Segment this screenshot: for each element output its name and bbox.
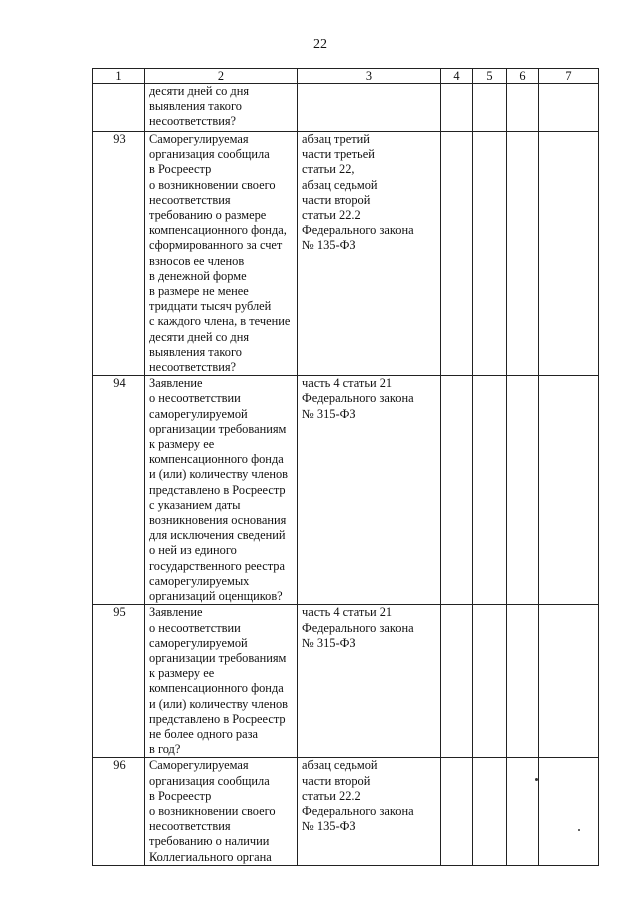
question-line: с указанием даты: [149, 497, 241, 512]
question-line: организация сообщила: [149, 147, 270, 162]
question-line: организаций оценщиков?: [149, 589, 283, 604]
reference-line: части второй: [302, 192, 371, 207]
legal-reference-cell: [298, 758, 441, 865]
question-line: требованию о наличии: [149, 834, 270, 849]
question-line: Саморегулируемая: [149, 132, 249, 146]
question-line: представлено в Росреестр: [149, 482, 286, 497]
empty-answer-cell: [507, 376, 539, 605]
empty-answer-cell: [507, 758, 539, 865]
empty-answer-cell: [441, 132, 473, 376]
column-header: 1: [93, 69, 145, 84]
question-line: компенсационного фонда,: [149, 223, 287, 238]
reference-line: № 135-ФЗ: [302, 819, 356, 834]
empty-answer-cell: [539, 84, 599, 132]
question-line: о ней из единого: [149, 543, 237, 558]
reference-line: Федерального закона: [302, 620, 414, 635]
reference-line: статьи 22.2: [302, 208, 361, 223]
question-line: о несоответствии: [149, 391, 241, 406]
empty-answer-cell: [473, 605, 507, 758]
empty-answer-cell: [507, 605, 539, 758]
scan-speck: [535, 778, 538, 781]
question-cell: [145, 84, 298, 132]
page-number: 22: [313, 37, 327, 52]
empty-answer-cell: [441, 376, 473, 605]
question-line: и (или) количеству членов: [149, 467, 289, 482]
column-header: 3: [298, 69, 441, 84]
question-line: выявления такого: [149, 344, 242, 359]
reference-line: статьи 22,: [302, 162, 355, 177]
row-number: 94: [93, 376, 145, 605]
table-row: [93, 376, 599, 605]
question-line: сформированного за счет: [149, 238, 283, 253]
legal-reference-cell: [298, 132, 441, 376]
question-line: компенсационного фонда: [149, 452, 284, 467]
table-row: [93, 132, 599, 376]
question-line: к размеру ее: [149, 437, 215, 452]
empty-answer-cell: [473, 84, 507, 132]
reference-line: часть 4 статьи 21: [302, 605, 393, 620]
reference-line: часть 4 статьи 21: [302, 376, 393, 391]
column-header: 5: [473, 69, 507, 84]
legal-reference-cell: [298, 376, 441, 605]
question-line: в Росреестр: [149, 788, 212, 803]
question-line: компенсационного фонда: [149, 681, 284, 696]
question-line: возникновения основания: [149, 513, 287, 528]
question-line: требованию о размере: [149, 208, 267, 223]
table-row: [93, 605, 599, 758]
reference-line: Федерального закона: [302, 391, 414, 406]
row-number: 96: [93, 758, 145, 865]
question-line: о возникновении своего: [149, 177, 276, 192]
reference-line: Федерального закона: [302, 223, 414, 238]
reference-line: № 315-ФЗ: [302, 635, 356, 650]
question-line: представлено в Росреестр: [149, 711, 286, 726]
row-number: 95: [93, 605, 145, 758]
checklist-table: [92, 68, 599, 866]
question-line: в денежной форме: [149, 268, 247, 283]
question-line: и (или) количеству членов: [149, 696, 289, 711]
reference-line: абзац третий: [302, 132, 370, 146]
question-line: для исключения сведений: [149, 528, 286, 543]
scan-speck: [578, 829, 580, 831]
legal-reference-cell: [298, 605, 441, 758]
question-line: с каждого члена, в течение: [149, 314, 291, 329]
empty-answer-cell: [473, 376, 507, 605]
question-line: несоответствия: [149, 819, 231, 834]
empty-answer-cell: [473, 758, 507, 865]
question-line: десяти дней со дня: [149, 329, 250, 344]
question-line: саморегулируемых: [149, 573, 250, 588]
column-header: 6: [507, 69, 539, 84]
reference-line: Федерального закона: [302, 803, 414, 818]
column-header: 4: [441, 69, 473, 84]
question-cell: [145, 758, 298, 865]
legal-reference-cell: [298, 84, 441, 132]
question-line: Заявление: [149, 605, 203, 620]
question-line: не более одного раза: [149, 726, 258, 741]
empty-answer-cell: [473, 132, 507, 376]
column-header: 7: [539, 69, 599, 84]
table-row: [93, 758, 599, 865]
question-line: тридцати тысяч рублей: [149, 299, 272, 314]
question-line: несоответствия: [149, 192, 231, 207]
empty-answer-cell: [539, 758, 599, 865]
column-header: 2: [145, 69, 298, 84]
reference-line: № 315-ФЗ: [302, 406, 356, 421]
question-line: государственного реестра: [149, 558, 286, 573]
question-line: организации требованиям: [149, 421, 287, 436]
empty-answer-cell: [539, 605, 599, 758]
row-number: 93: [93, 132, 145, 376]
question-cell: [145, 132, 298, 376]
question-line: о несоответствии: [149, 620, 241, 635]
question-line: выявления такого: [149, 99, 242, 114]
empty-answer-cell: [441, 605, 473, 758]
question-cell: [145, 376, 298, 605]
empty-answer-cell: [507, 132, 539, 376]
question-line: несоответствия?: [149, 114, 237, 129]
question-line: несоответствия?: [149, 360, 237, 375]
reference-line: части второй: [302, 773, 371, 788]
empty-answer-cell: [441, 84, 473, 132]
empty-answer-cell: [441, 758, 473, 865]
question-line: о возникновении своего: [149, 803, 276, 818]
reference-line: абзац седьмой: [302, 758, 378, 773]
question-line: саморегулируемой: [149, 406, 248, 421]
question-line: Заявление: [149, 376, 203, 391]
empty-answer-cell: [539, 376, 599, 605]
question-line: организация сообщила: [149, 773, 270, 788]
question-line: в размере не менее: [149, 284, 249, 299]
header-row: [93, 69, 599, 84]
question-cell: [145, 605, 298, 758]
question-line: в Росреестр: [149, 162, 212, 177]
reference-line: № 135-ФЗ: [302, 238, 356, 253]
question-line: десяти дней со дня: [149, 84, 250, 98]
question-line: в год?: [149, 742, 181, 757]
question-line: Коллегиального органа: [149, 849, 272, 864]
reference-line: статьи 22.2: [302, 788, 361, 803]
question-line: взносов ее членов: [149, 253, 245, 268]
reference-line: абзац седьмой: [302, 177, 378, 192]
table-row: [93, 84, 599, 132]
question-line: саморегулируемой: [149, 635, 248, 650]
question-line: к размеру ее: [149, 666, 215, 681]
reference-line: части третьей: [302, 147, 375, 162]
question-line: Саморегулируемая: [149, 758, 249, 773]
row-number: [93, 84, 145, 132]
question-line: организации требованиям: [149, 650, 287, 665]
empty-answer-cell: [507, 84, 539, 132]
empty-answer-cell: [539, 132, 599, 376]
